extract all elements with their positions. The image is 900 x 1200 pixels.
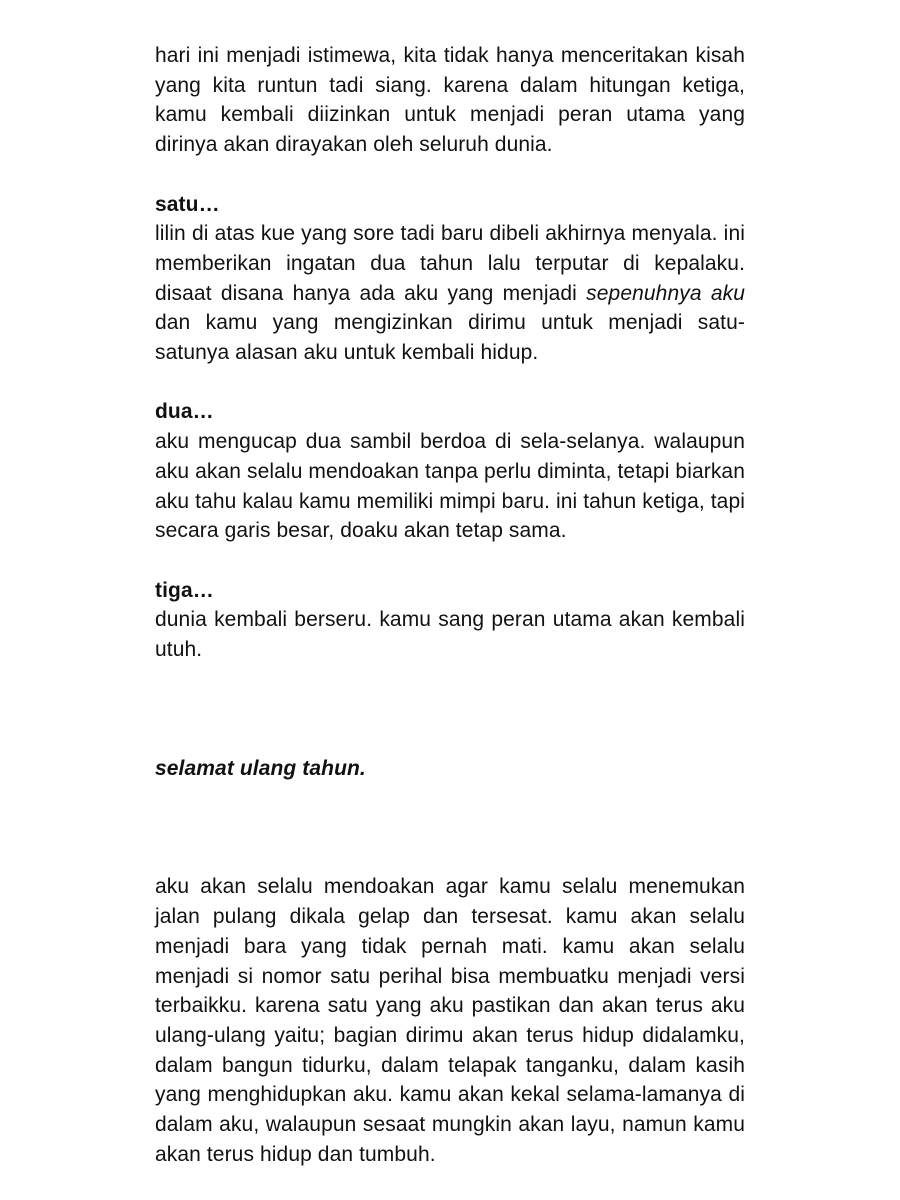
section-spacer xyxy=(155,783,745,872)
satu-text-after: dan kamu yang mengizinkan dirimu untuk menjadi satu-satunya alasan aku untuk kembali hidup. xyxy=(155,311,745,365)
dua-heading: dua… xyxy=(155,400,214,424)
document-page xyxy=(155,41,745,1169)
satu-paragraph xyxy=(155,219,745,368)
satu-heading: satu… xyxy=(155,192,220,216)
intro-paragraph: hari ini menjadi istimewa, kita tidak hanya menceritakan kisah yang kita runtun tadi siang. karena dalam hitungan ketiga, kamu kembali diizinkan untuk menjadi peran utama yang dirinya akan dirayakan oleh seluruh dunia. xyxy=(155,44,745,157)
paragraph-spacer xyxy=(155,368,745,398)
closing-paragraph: aku akan selalu mendoakan agar kamu selalu menemukan jalan pulang dikala gelap dan tersesat. kamu akan selalu menjadi bara yang tidak pernah mati. kamu akan selalu menjadi si nomor satu perihal bisa membuatku menjadi versi terbaikku. karena satu yang aku pastikan dan akan terus aku ulang-ulang yaitu; bagian dirimu akan terus hidup didalamku, dalam bangun tidurku, dalam telapak tanganku, dalam kasih yang menghidupkan aku. kamu akan kekal selama-lamanya di dalam aku, walaupun sesaat mungkin akan layu, namun kamu akan terus hidup dan tumbuh. xyxy=(155,875,745,1166)
dua-paragraph: aku mengucap dua sambil berdoa di sela-selanya. walaupun aku akan selalu mendoakan tanpa perlu diminta, tetapi biarkan aku tahu kalau kamu memiliki mimpi baru. ini tahun ketiga, tapi secara garis besar, doaku akan tetap sama. xyxy=(155,430,745,543)
paragraph-spacer xyxy=(155,546,745,576)
tiga-paragraph: dunia kembali berseru. kamu sang peran utama akan kembali utuh. xyxy=(155,608,745,662)
satu-text-italic: sepenuhnya aku xyxy=(586,281,745,305)
satu-text-before: lilin di atas kue yang sore tadi baru dibeli akhirnya menyala. ini memberikan ingatan dua tahun lalu terputar di kepalaku. disaat disana hanya ada aku yang menjadi xyxy=(155,222,745,305)
section-spacer xyxy=(155,665,745,754)
tiga-heading: tiga… xyxy=(155,578,214,602)
birthday-greeting: selamat ulang tahun. xyxy=(155,756,366,780)
paragraph-spacer xyxy=(155,160,745,190)
